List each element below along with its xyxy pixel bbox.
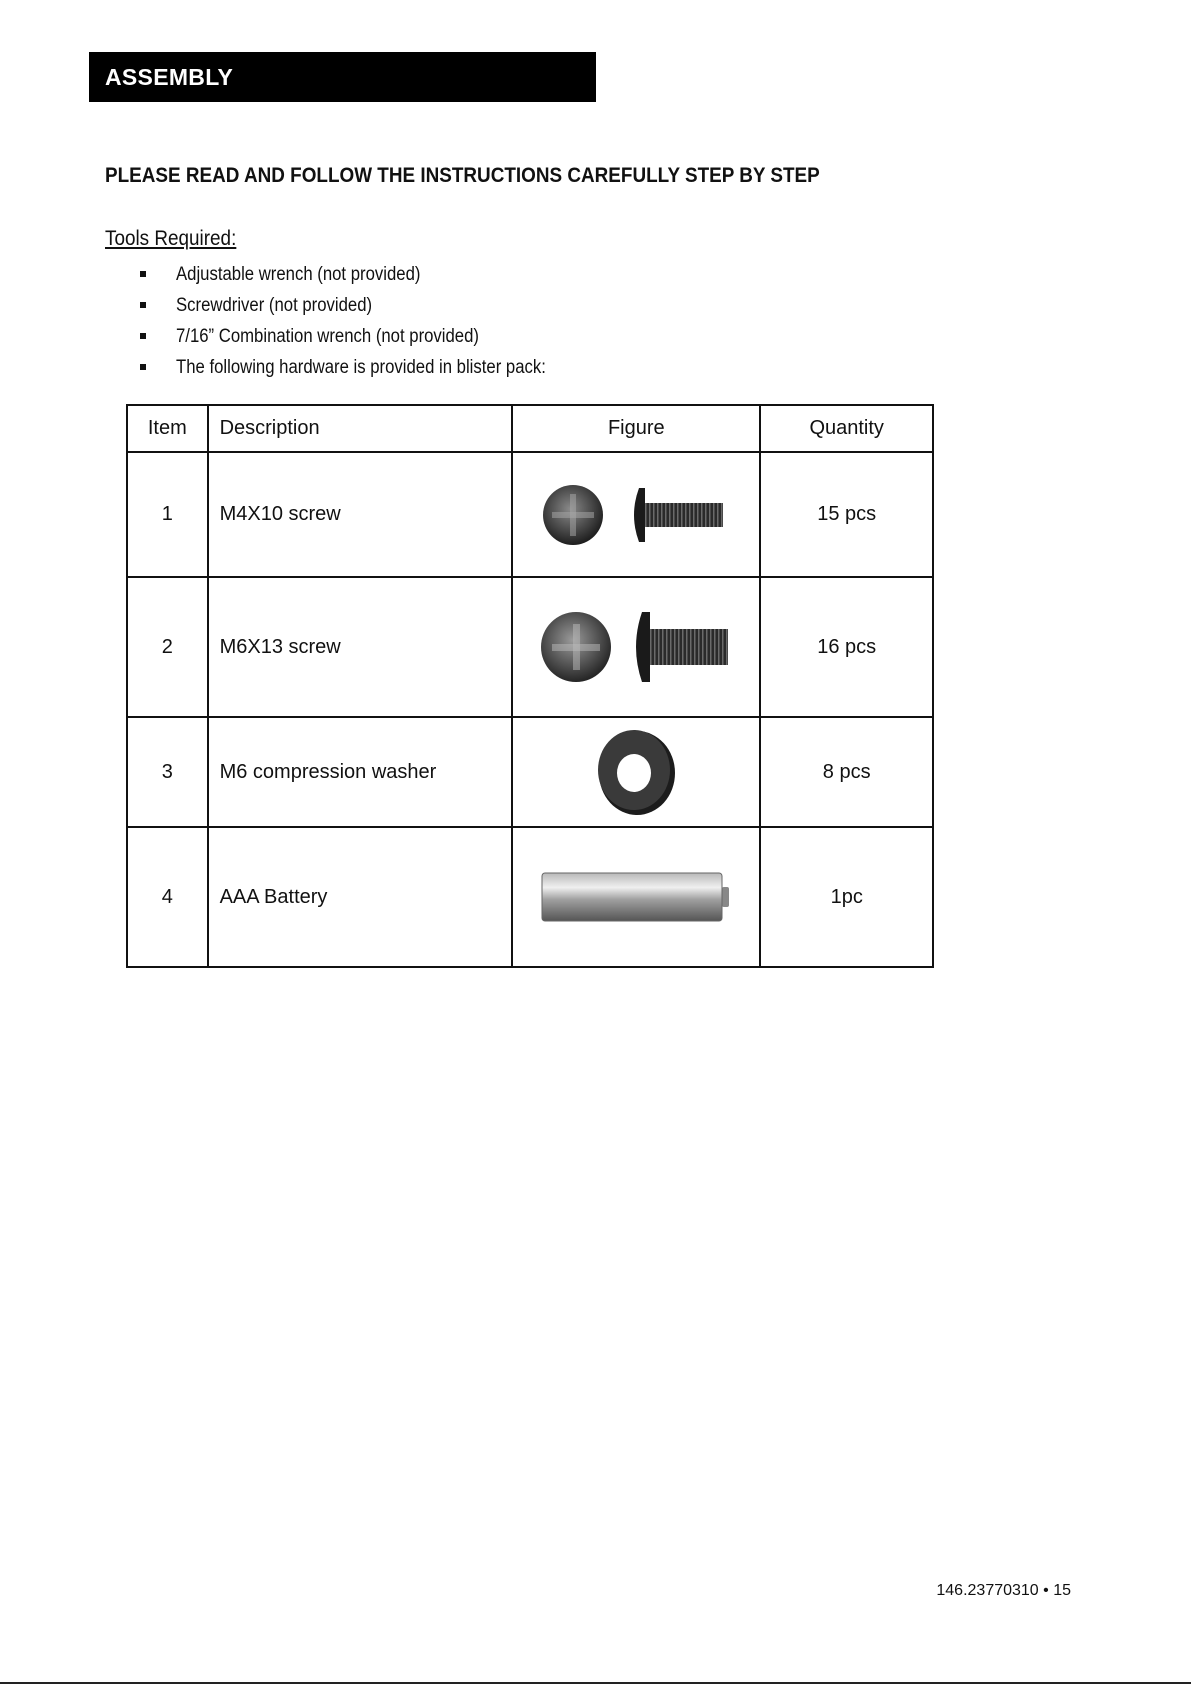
item-number: 2 bbox=[127, 577, 208, 717]
page-reference: 146.23770310 • 15 bbox=[936, 1582, 1071, 1599]
table-header-row bbox=[127, 405, 933, 452]
header-figure: Figure bbox=[512, 405, 760, 452]
item-figure bbox=[512, 452, 760, 577]
instructions-title: PLEASE READ AND FOLLOW THE INSTRUCTIONS CAREFULLY STEP BY STEP bbox=[105, 164, 820, 187]
section-title: ASSEMBLY bbox=[105, 63, 234, 90]
item-description: M6 compression washer bbox=[208, 717, 513, 827]
header-quantity: Quantity bbox=[760, 405, 933, 452]
item-description: M6X13 screw bbox=[208, 577, 513, 717]
list-item: Adjustable wrench (not provided) bbox=[140, 259, 596, 290]
item-figure bbox=[512, 827, 760, 967]
bullet-icon bbox=[140, 271, 146, 277]
washer-icon bbox=[591, 727, 681, 817]
hardware-table bbox=[126, 404, 934, 968]
bottom-divider bbox=[0, 1682, 1191, 1684]
item-description: AAA Battery bbox=[208, 827, 513, 967]
item-quantity: 8 pcs bbox=[760, 717, 933, 827]
table-row bbox=[127, 717, 933, 827]
screw-large-icon bbox=[538, 606, 734, 688]
bullet-icon bbox=[140, 364, 146, 370]
tools-list bbox=[140, 259, 596, 383]
item-number: 4 bbox=[127, 827, 208, 967]
list-item: Screwdriver (not provided) bbox=[140, 290, 596, 321]
list-item: The following hardware is provided in blister pack: bbox=[140, 352, 596, 383]
screw-small-icon bbox=[541, 480, 731, 550]
item-quantity: 1pc bbox=[760, 827, 933, 967]
item-quantity: 16 pcs bbox=[760, 577, 933, 717]
table-row bbox=[127, 452, 933, 577]
item-quantity: 15 pcs bbox=[760, 452, 933, 577]
item-number: 1 bbox=[127, 452, 208, 577]
header-item: Item bbox=[127, 405, 208, 452]
list-item: 7/16” Combination wrench (not provided) bbox=[140, 321, 596, 352]
table-row bbox=[127, 827, 933, 967]
battery-icon bbox=[538, 867, 734, 927]
item-description: M4X10 screw bbox=[208, 452, 513, 577]
tools-heading: Tools Required: bbox=[105, 227, 237, 250]
bullet-icon bbox=[140, 333, 146, 339]
section-header bbox=[89, 52, 596, 102]
bullet-icon bbox=[140, 302, 146, 308]
header-description: Description bbox=[208, 405, 513, 452]
item-number: 3 bbox=[127, 717, 208, 827]
table-row bbox=[127, 577, 933, 717]
item-figure bbox=[512, 577, 760, 717]
item-figure bbox=[512, 717, 760, 827]
